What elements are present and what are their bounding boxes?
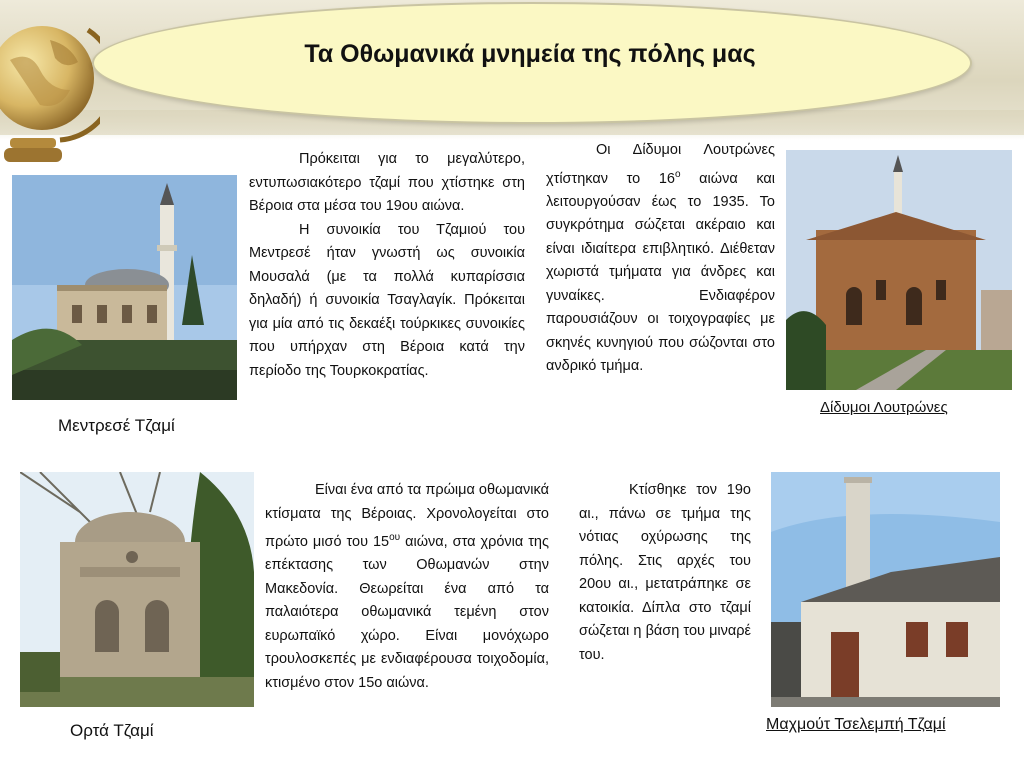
mahmut-paragraph: Κτίσθηκε τον 19ο αι., πάνω σε τμήμα της νότιας οχύρωσης της πόλης. Στις αρχές του 20ου αι., μετατράπηκε σε κατοικία. Δίπλα στο τζαμί σώζεται η βάση του μιναρέ του.: [579, 482, 751, 663]
mentrese-paragraph-2: Η συνοικία του Τζαμιού του Μεντρεσέ ήταν γνωστή ως συνοικία Μουσαλά (με τα πολλά κυπαρίσσια δηλαδή) ή συνοικία Τσαγλαγίκ. Πρόκειται για μία από τις δεκαέξι τούρκικες συνοικίες που υπήρχαν στη Βέροια κατά την περίοδο της Τουρκοκρατίας.: [249, 221, 525, 379]
mahmut-celebi-mosque-photo: [771, 472, 1000, 707]
page-title: Τα Οθωμανικά μνημεία της πόλης μας: [304, 40, 756, 68]
mentrese-caption: Μεντρεσέ Τζαμί: [58, 416, 175, 435]
orta-text-b: αιώνα, στα χρόνια της επέκτασης των Οθωμανών στην Μακεδονία. Θεωρείται ένα από τα παλαιότερα οθωμανικά τεμένη στον ευρωπαϊκό χώρο. Είναι μονόχωρο τρουλοσκεπές με ενδιαφέρουσα τοιχοδομία, κτισμένο στον 15ο αιώνα.: [265, 533, 549, 691]
lutrones-text-b: αιώνα και λειτουργούσαν έως το 1935. Το συγκρότημα σώζεται ακέραιο και είναι ιδιαίτερα επιβλητικό. Διέθεταν χωριστά τμήματα για άνδρες και γυναίκες. Ενδιαφέρον παρουσιάζουν οι τοιχογραφίες με σκηνές κυνηγιού που σώζονται στο ανδρικό τμήμα.: [546, 170, 776, 375]
lutrones-text-sup: ο: [674, 168, 681, 180]
mahmut-celebi-caption: Μαχμούτ Τσελεμπή Τζαμί: [766, 716, 946, 733]
mentrese-mosque-photo: [12, 175, 237, 400]
twin-baths-caption: Δίδυμοι Λουτρώνες: [820, 399, 948, 416]
orta-text-sup: ου: [389, 532, 401, 543]
mahmut-description: [579, 479, 751, 667]
globe-icon: [0, 0, 100, 170]
lutrones-text-a: Οι Δίδυμοι Λουτρώνες χτίστηκαν το 16: [546, 142, 775, 187]
mentrese-description: [249, 148, 525, 383]
orta-mosque-photo: [20, 472, 254, 707]
orta-text-a: Είναι ένα από τα πρώιμα οθωμανικά κτίσματα της Βέροιας. Χρονολογείται στο πρώτο μισό του 15: [265, 482, 549, 550]
lutrones-description: [546, 139, 775, 379]
mentrese-paragraph-1: Πρόκειται για το μεγαλύτερο, εντυπωσιακότερο τζαμί που χτίστηκε στη Βέροια στα μέσα του 19ου αιώνα.: [249, 151, 525, 214]
twin-baths-photo: [786, 150, 1012, 390]
orta-mosque-caption: Ορτά Τζαμί: [70, 721, 154, 740]
orta-description: [265, 479, 549, 695]
